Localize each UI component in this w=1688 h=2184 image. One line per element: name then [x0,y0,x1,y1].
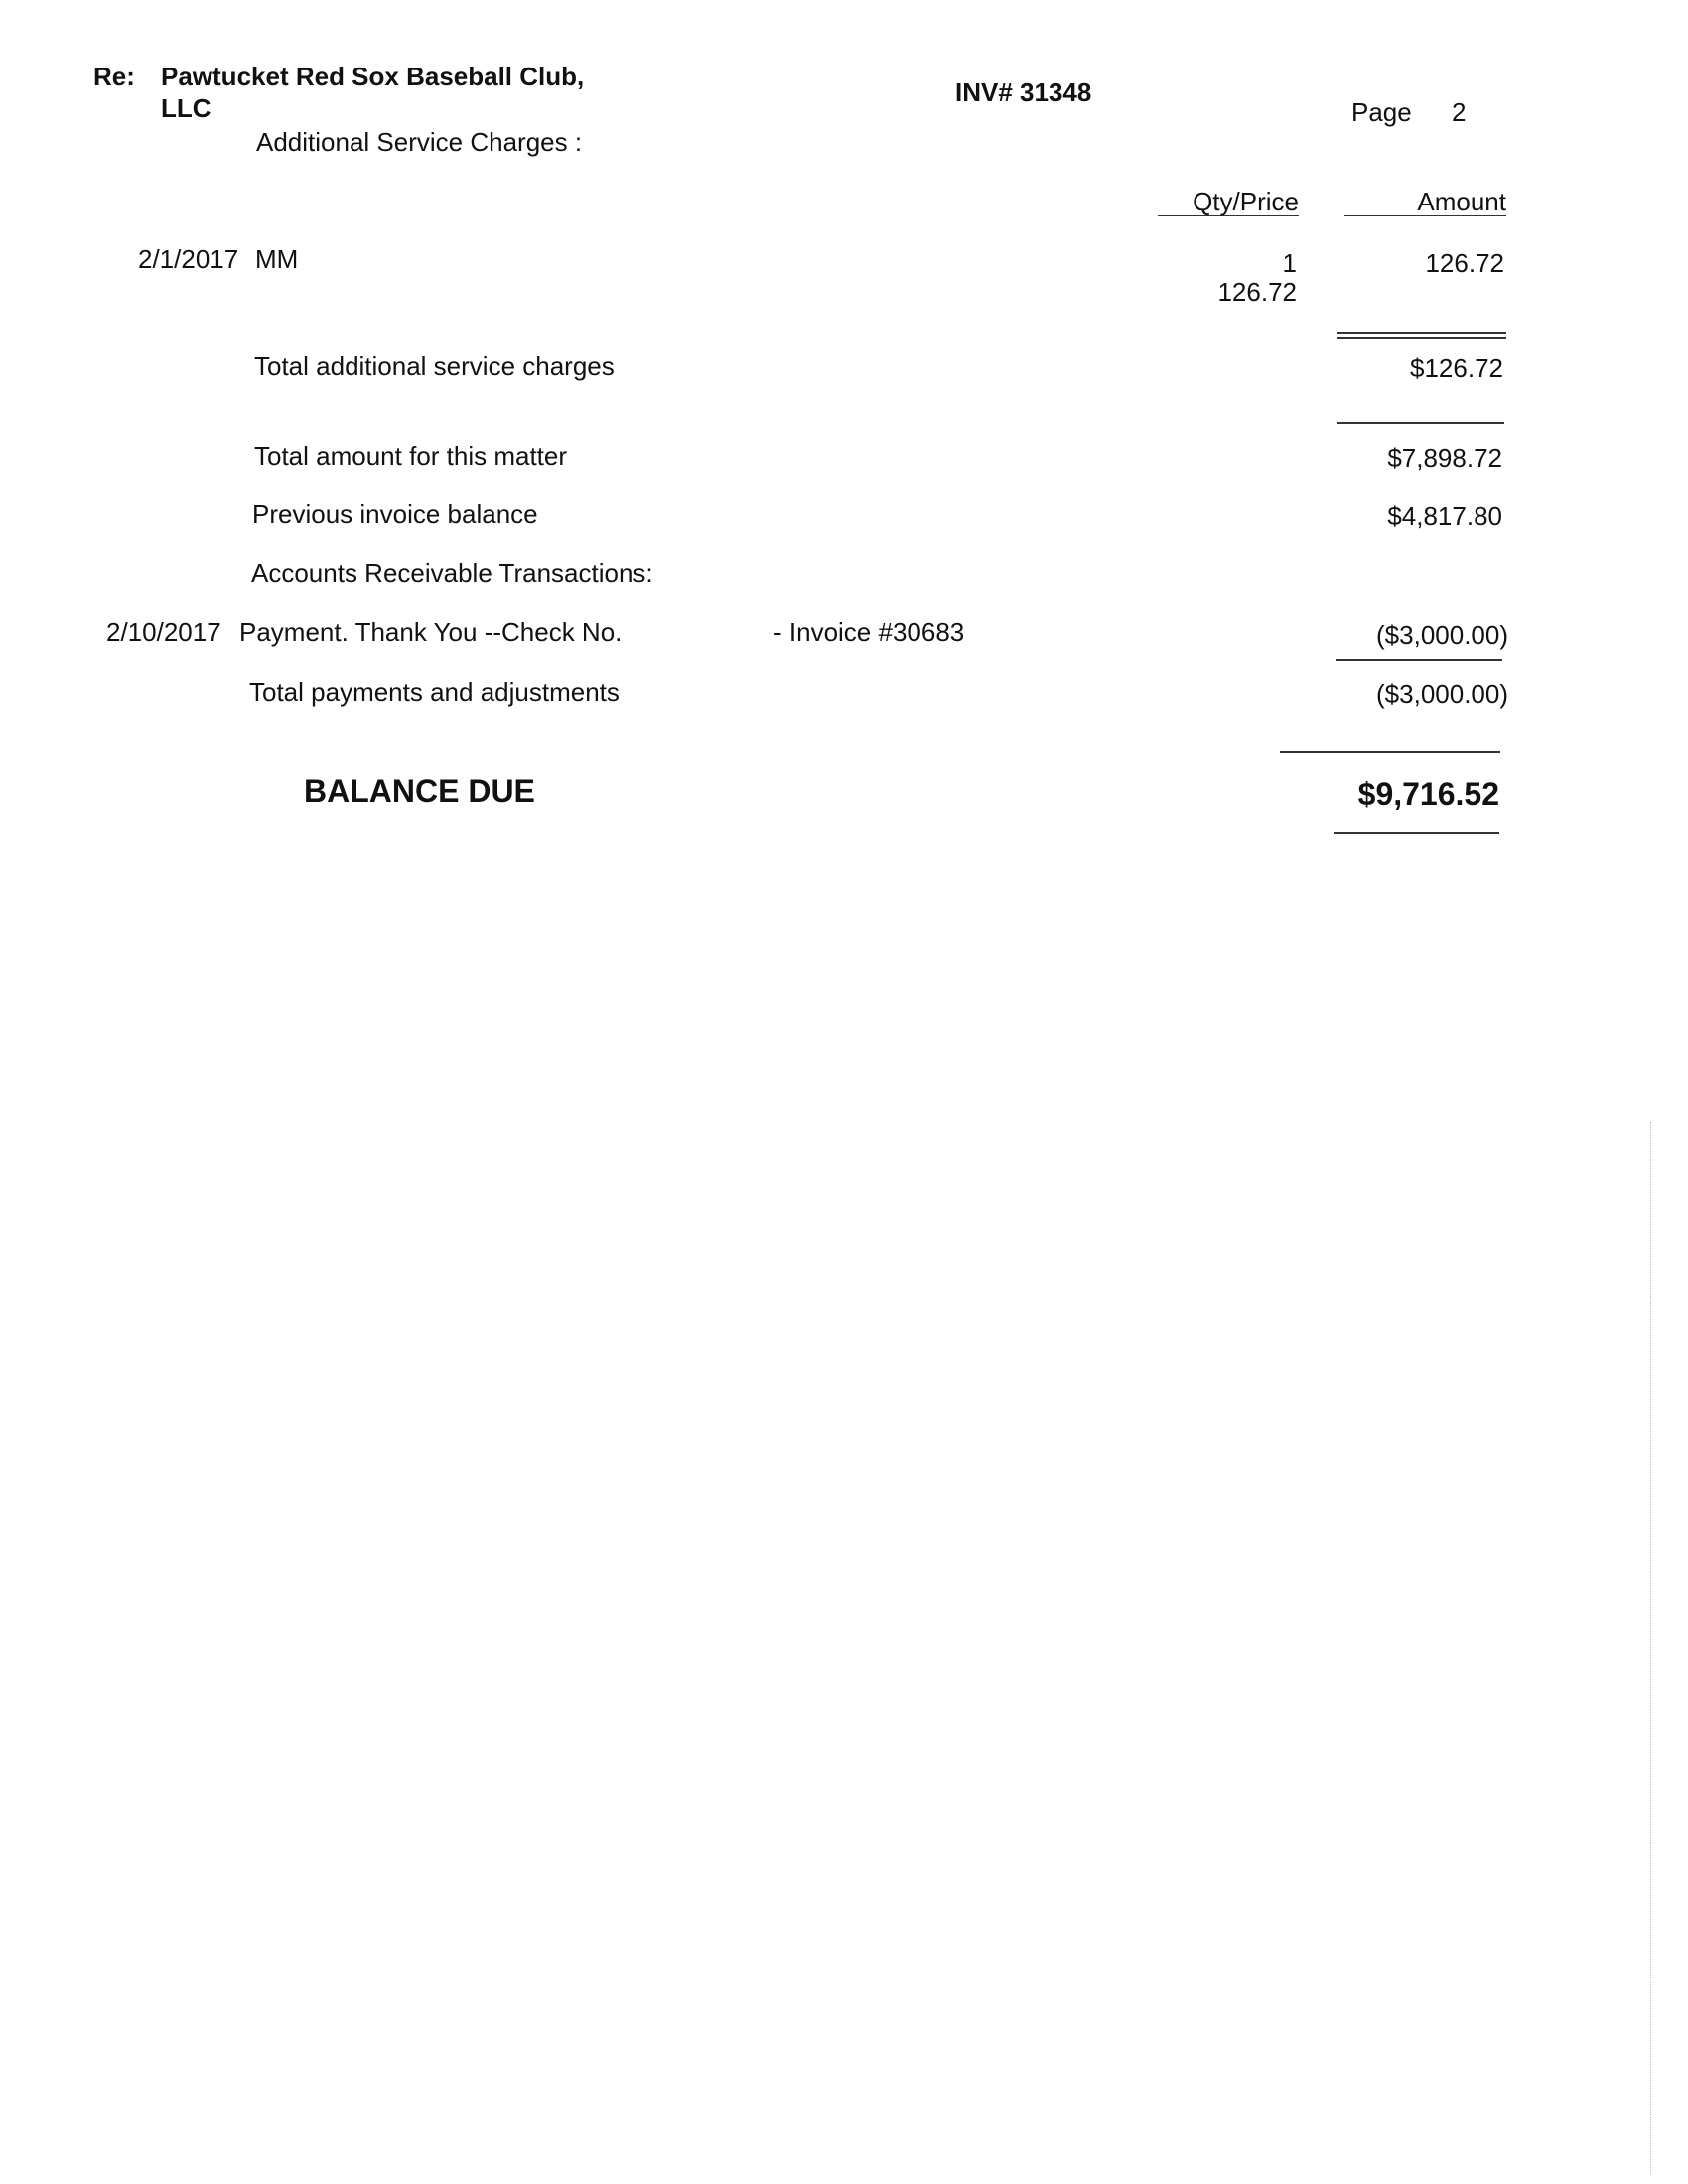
total-matter-label: Total amount for this matter [254,441,568,471]
page-label: Page [1351,97,1412,127]
rule [1337,422,1504,424]
balance-due-label: BALANCE DUE [304,773,535,809]
transaction-reference: - Invoice #30683 [774,617,965,647]
rule [1334,832,1499,834]
amount-header: Amount [1417,187,1506,216]
total-payments-value: ($3,000.00) [1376,679,1508,709]
transaction-amount: ($3,000.00) [1376,620,1508,650]
transaction-date: 2/10/2017 [106,617,221,647]
previous-balance-label: Previous invoice balance [252,499,538,529]
ar-transactions-label: Accounts Receivable Transactions: [251,558,653,588]
client-name-line1: Pawtucket Red Sox Baseball Club, [161,62,585,91]
re-label: Re: [93,62,135,91]
scan-edge [1650,1122,1651,2174]
rule [1280,751,1500,753]
total-payments-label: Total payments and adjustments [249,677,620,707]
double-rule [1337,332,1506,339]
charge-code: MM [255,244,299,274]
charge-price: 126.72 [1217,277,1297,307]
charge-amount: 126.72 [1425,248,1504,278]
rule [1336,659,1502,661]
section-title: Additional Service Charges : [256,127,583,157]
page-number: 2 [1452,97,1467,127]
qty-price-header: Qty/Price [1193,187,1299,216]
invoice-number: INV# 31348 [955,77,1092,107]
charge-qty: 1 [1282,248,1297,278]
total-matter-value: $7,898.72 [1387,443,1502,473]
client-name-line2: LLC [161,93,211,123]
charge-date: 2/1/2017 [138,244,239,274]
total-additional-label: Total additional service charges [254,351,615,381]
balance-due-value: $9,716.52 [1357,776,1499,812]
previous-balance-value: $4,817.80 [1387,501,1502,531]
total-additional-value: $126.72 [1410,353,1503,383]
transaction-description: Payment. Thank You --Check No. [239,617,623,647]
